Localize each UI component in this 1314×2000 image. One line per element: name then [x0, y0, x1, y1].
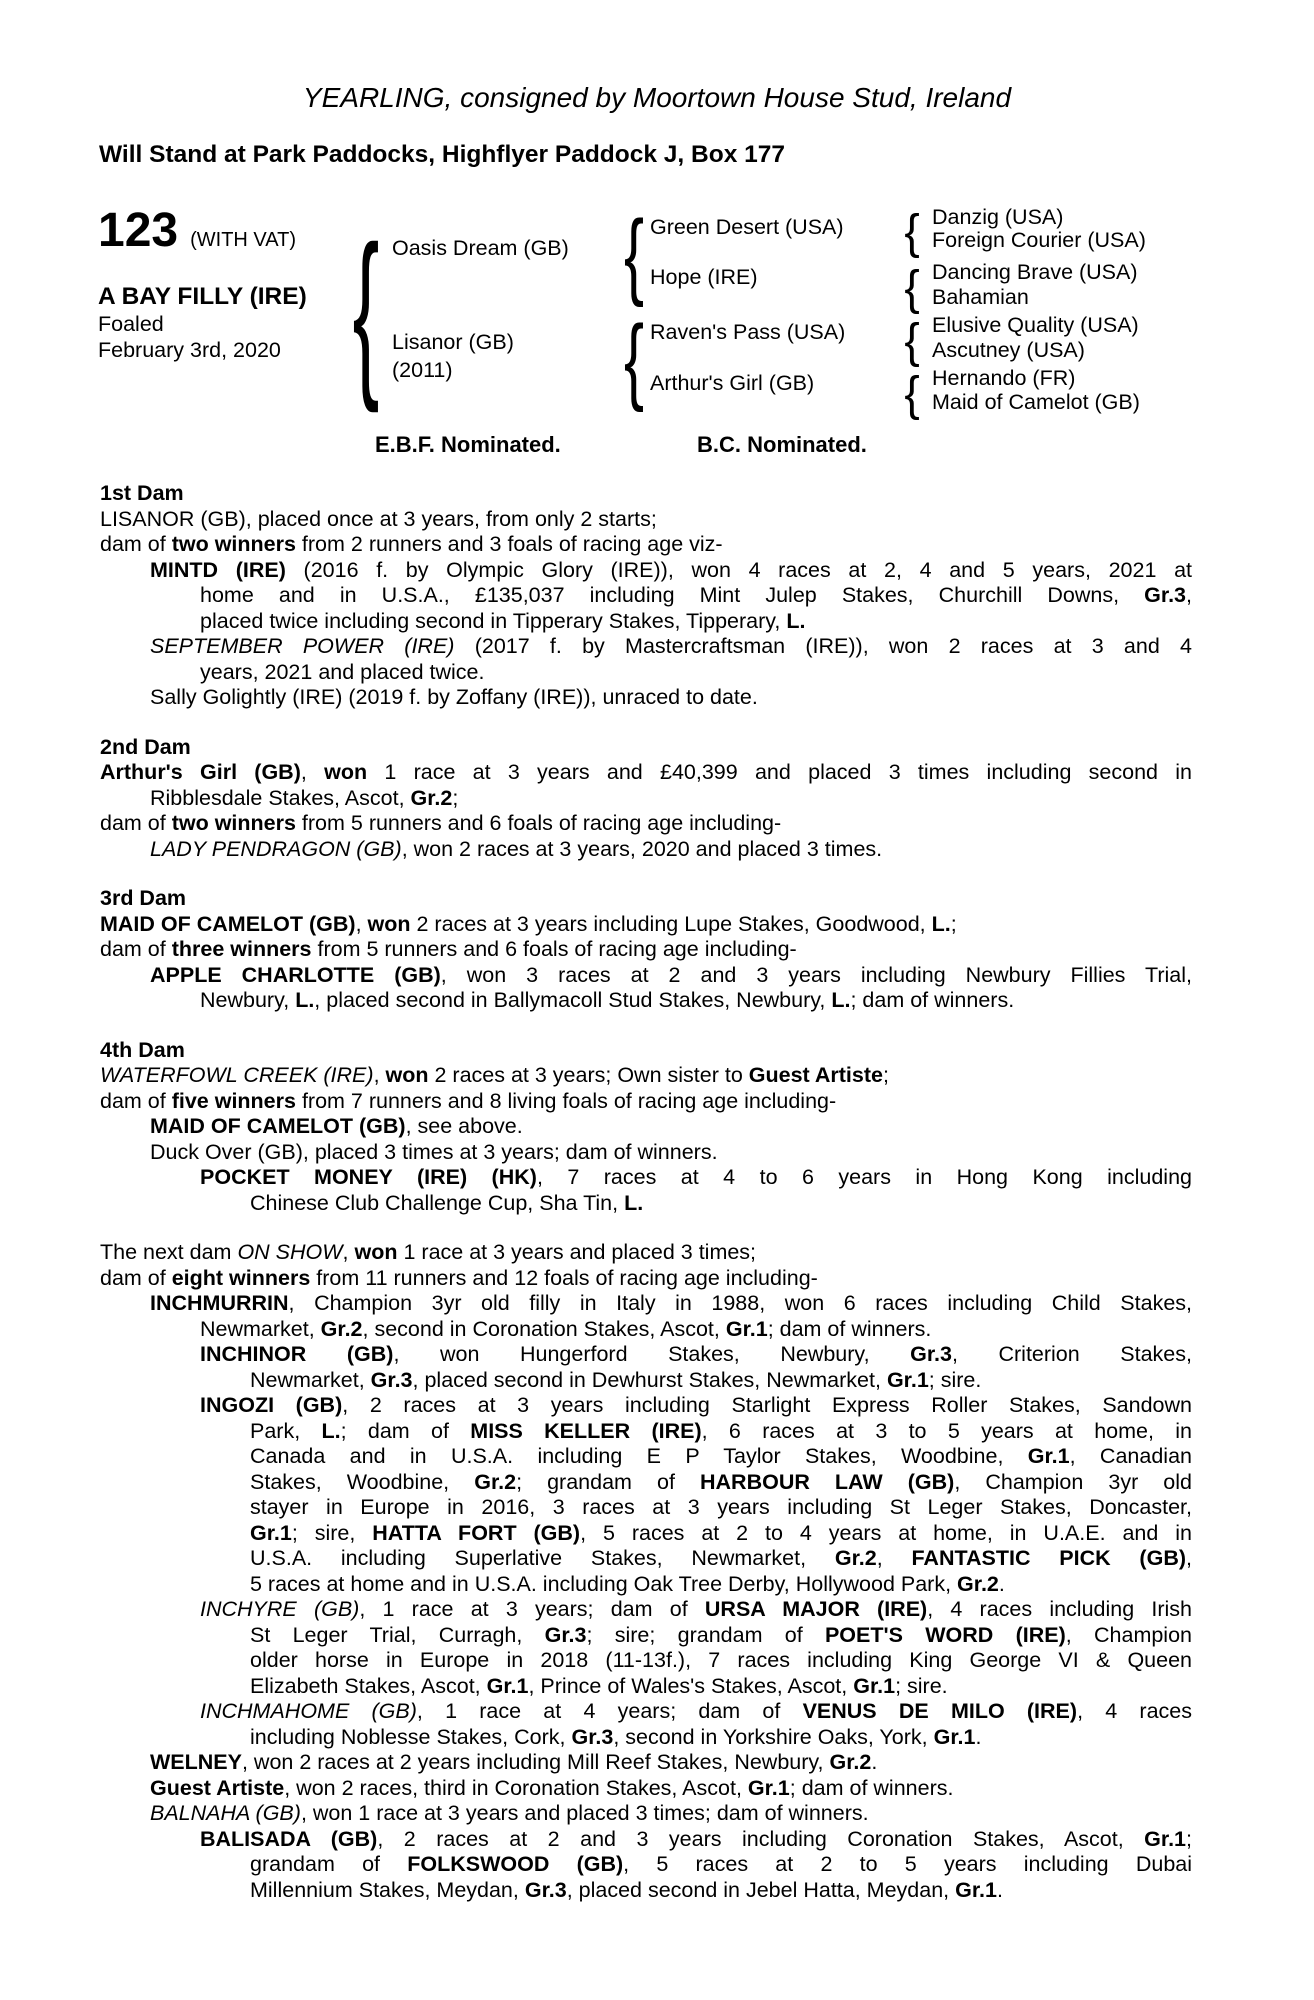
body-line	[100, 1827, 1192, 1853]
text-segment: ; dam of	[340, 1418, 471, 1443]
body-line	[100, 837, 1192, 863]
text-segment: Gr.1	[886, 1367, 929, 1392]
text-segment: , won 2 races at 3 years, 2020 and placed 3 times.	[401, 836, 883, 861]
text-segment: dam of	[100, 811, 172, 835]
text-segment: Elizabeth Stakes, Ascot,	[250, 1673, 487, 1698]
horse-description: A BAY FILLY (IRE)	[98, 283, 307, 310]
sire-sire-name: Green Desert (USA)	[650, 215, 844, 239]
dam-section-heading	[100, 735, 1192, 761]
text-segment: dam of	[100, 1088, 172, 1113]
text-segment: , placed second in Jebel Hatta, Meydan,	[566, 1877, 956, 1902]
text-segment: from 2 runners and 3 foals of racing age viz-	[295, 532, 723, 556]
text-segment: INCHMURRIN	[150, 1291, 289, 1315]
dam-sire-name: Raven's Pass (USA)	[650, 320, 846, 344]
text-segment: older horse in Europe in 2018 (11-13f.), 7 races including King George VI & Queen	[250, 1648, 1192, 1672]
text-segment: ,	[1186, 583, 1192, 607]
text-segment: eight winners	[171, 1265, 311, 1290]
text-segment: , Champion 3yr old filly in Italy in 1988, won 6 races including Child Stakes,	[288, 1291, 1192, 1315]
text-segment: , 1 race at 3 years; dam of	[359, 1597, 705, 1621]
text-segment: Gr.1	[725, 1316, 768, 1341]
text-segment: Gr.1	[250, 1520, 292, 1545]
text-segment: years, 2021 and placed twice.	[200, 659, 485, 684]
text-segment: ; dam of winners.	[850, 988, 1015, 1012]
text-segment: L.	[786, 608, 806, 633]
body-line	[100, 1063, 1192, 1089]
text-segment: ;	[950, 911, 957, 936]
ggp-name-6: Ascutney (USA)	[932, 338, 1085, 362]
text-segment: won	[385, 1063, 429, 1087]
text-segment: from 7 runners and 8 living foals of racing age including-	[295, 1088, 837, 1113]
text-segment: MAID OF CAMELOT (GB)	[100, 911, 356, 936]
text-segment: , Canadian	[1069, 1444, 1192, 1468]
text-segment: , Champion 3yr old	[954, 1469, 1193, 1494]
dam-section	[100, 481, 1192, 711]
text-segment: including Noblesse Stakes, Cork,	[250, 1724, 572, 1749]
text-segment: Gr.1	[933, 1724, 976, 1749]
body-line	[100, 660, 1192, 686]
text-segment: 2 races at 3 years including Lupe Stakes, Goodwood,	[410, 911, 932, 936]
text-segment: LADY PENDRAGON (GB)	[150, 836, 402, 861]
text-segment: U.S.A. including Superlative Stakes, Newmarket,	[250, 1546, 835, 1570]
bc-nominated: B.C. Nominated.	[697, 432, 867, 457]
horse-block	[98, 284, 307, 364]
text-segment: Stakes, Woodbine,	[250, 1469, 475, 1494]
body-line	[100, 532, 1192, 558]
text-segment: , second in Coronation Stakes, Ascot,	[362, 1316, 726, 1341]
body-line	[100, 1393, 1192, 1419]
body-line	[100, 1852, 1192, 1878]
text-segment: , won Hungerford Stakes, Newbury,	[393, 1342, 911, 1366]
body-line	[100, 1191, 1192, 1217]
stand-location: Will Stand at Park Paddocks, Highflyer Paddock J, Box 177	[99, 141, 785, 168]
text-segment: LISANOR (GB), placed once at 3 years, from only 2 starts;	[100, 506, 657, 531]
text-segment: Gr.1	[955, 1877, 997, 1902]
text-segment: , 2 races at 2 and 3 years including Coronation Stakes, Ascot,	[377, 1826, 1145, 1851]
body-line	[100, 1878, 1192, 1904]
foaled-date: February 3rd, 2020	[98, 338, 281, 362]
dam-section-heading	[100, 481, 1192, 507]
text-segment: Gr.3	[571, 1724, 614, 1749]
text-segment: Gr.2	[834, 1546, 877, 1570]
body-line	[100, 760, 1192, 786]
text-segment: won	[324, 760, 368, 784]
text-segment: , 6 races at 3 to 5 years at home, in	[701, 1418, 1193, 1443]
text-segment: Gr.2	[410, 785, 453, 810]
text-segment: WELNEY	[150, 1750, 242, 1774]
body-line	[100, 988, 1192, 1014]
text-segment: .	[871, 1750, 878, 1774]
text-segment: ,	[355, 911, 368, 936]
body-line	[100, 1419, 1192, 1445]
text-segment: , second in Yorkshire Oaks, York,	[613, 1724, 934, 1749]
foaled-label: Foaled	[98, 311, 164, 336]
ggp-brace-4	[897, 370, 927, 416]
text-segment: ; sire,	[291, 1520, 373, 1545]
body-line	[100, 1725, 1192, 1751]
text-segment: ; sire; grandam of	[586, 1622, 825, 1647]
text-segment: 1st Dam	[100, 481, 184, 505]
text-segment: L.	[931, 911, 951, 936]
text-segment: , placed second in Ballymacoll Stud Stakes, Newbury,	[314, 988, 832, 1012]
body-line	[100, 912, 1192, 938]
body-line	[100, 1114, 1192, 1140]
body-line	[100, 963, 1192, 989]
text-segment: 4th Dam	[100, 1037, 185, 1062]
text-segment: APPLE CHARLOTTE (GB)	[150, 962, 441, 987]
text-segment: , 5 races at 2 to 4 years at home, in U.A.E. and in	[580, 1520, 1192, 1545]
text-segment: ; sire.	[895, 1673, 948, 1698]
text-segment: INCHYRE (GB)	[200, 1597, 360, 1621]
text-segment: Gr.2	[957, 1571, 999, 1596]
pedigree-text-body	[100, 481, 1192, 1927]
text-segment: Gr.3	[910, 1342, 952, 1366]
text-segment: ON SHOW	[237, 1240, 343, 1264]
body-line	[100, 1089, 1192, 1115]
body-line	[100, 1648, 1192, 1674]
body-line	[100, 685, 1192, 711]
text-segment: dam of	[100, 937, 172, 961]
text-segment: dam of	[100, 1265, 172, 1290]
text-segment: Park,	[250, 1418, 322, 1443]
text-segment: ,	[876, 1546, 912, 1570]
text-segment: 1 race at 3 years and £40,399 and placed 3 times including second in	[367, 760, 1192, 784]
body-line	[100, 1750, 1192, 1776]
body-line	[100, 1165, 1192, 1191]
text-segment: Newmarket,	[200, 1316, 321, 1341]
text-segment: .	[996, 1877, 1003, 1902]
dam-name: Lisanor (GB)	[392, 330, 514, 354]
text-segment: three winners	[171, 937, 312, 961]
dam-section	[100, 735, 1192, 863]
dam-section	[100, 886, 1192, 1014]
text-segment: Gr.2	[474, 1469, 517, 1494]
dam-dam-name: Arthur's Girl (GB)	[650, 371, 815, 395]
body-line	[100, 1368, 1192, 1394]
vat-note: (WITH VAT)	[190, 229, 296, 251]
text-segment: , 4 races including Irish	[927, 1597, 1193, 1621]
text-segment: , won 1 race at 3 years and placed 3 times; dam of winners.	[300, 1801, 869, 1825]
text-segment: ;	[452, 785, 459, 810]
text-segment: from 11 runners and 12 foals of racing age including-	[310, 1265, 818, 1290]
body-line	[100, 1495, 1192, 1521]
text-segment: MINTD (IRE)	[150, 557, 286, 582]
sire-dam-name: Hope (IRE)	[650, 265, 758, 289]
text-segment: The next dam	[100, 1240, 238, 1264]
ggp-name-8: Maid of Camelot (GB)	[932, 390, 1140, 414]
text-segment: Newbury,	[200, 988, 296, 1012]
body-line	[100, 1240, 1192, 1266]
text-segment: L.	[831, 988, 851, 1012]
text-segment: Gr.1	[747, 1775, 790, 1800]
text-segment: MISS KELLER (IRE)	[470, 1418, 702, 1443]
text-segment: ; grandam of	[516, 1469, 700, 1494]
text-segment: placed twice including second in Tipperary Stakes, Tipperary,	[200, 608, 787, 633]
text-segment: Gr.3	[544, 1622, 587, 1647]
dam-section-heading	[100, 1038, 1192, 1064]
text-segment: won	[367, 911, 411, 936]
text-segment: Gr.3	[524, 1877, 567, 1902]
text-segment: ; dam of winners.	[767, 1316, 932, 1341]
dam-name-block	[392, 328, 514, 384]
text-segment: ,	[1186, 1546, 1192, 1570]
text-segment: , 2 races at 3 years including Starlight Express Roller Stakes, Sandown	[342, 1393, 1192, 1417]
body-line	[100, 1623, 1192, 1649]
text-segment: FOLKSWOOD (GB)	[407, 1852, 624, 1876]
text-segment: five winners	[171, 1088, 296, 1113]
text-segment: Chinese Club Challenge Cup, Sha Tin,	[250, 1190, 625, 1215]
text-segment: Canada and in U.S.A. including E P Taylor Stakes, Woodbine,	[250, 1444, 1028, 1468]
text-segment: , Prince of Wales's Stakes, Ascot,	[528, 1673, 854, 1698]
text-segment: ;	[882, 1063, 889, 1087]
text-segment: L.	[295, 988, 315, 1012]
dam-section-heading	[100, 886, 1192, 912]
text-segment: 2nd Dam	[100, 734, 191, 759]
dam-section	[100, 1038, 1192, 1217]
text-segment: ,	[300, 760, 325, 784]
text-segment: , placed second in Dewhurst Stakes, Newmarket,	[412, 1367, 887, 1392]
ggp-brace-2	[897, 264, 927, 310]
body-line	[100, 1266, 1192, 1292]
ggp-brace-1	[897, 208, 927, 254]
body-line	[100, 1444, 1192, 1470]
ebf-nominated: E.B.F. Nominated.	[375, 432, 561, 457]
text-segment: , won 3 races at 2 and 3 years including Newbury Fillies Trial,	[440, 962, 1192, 987]
body-line	[100, 1572, 1192, 1598]
text-segment: Guest Artiste	[150, 1775, 285, 1800]
ggp-name-3: Dancing Brave (USA)	[932, 260, 1138, 284]
text-segment: INCHMAHOME (GB)	[200, 1699, 417, 1723]
page-title: YEARLING, consigned by Moortown House Stud, Ireland	[302, 82, 1012, 113]
body-line	[100, 1342, 1192, 1368]
text-segment: Gr.1	[853, 1673, 896, 1698]
text-segment: Ribblesdale Stakes, Ascot,	[150, 785, 411, 810]
text-segment: .	[975, 1724, 982, 1749]
text-segment: BALNAHA (GB)	[150, 1801, 301, 1825]
body-line	[100, 558, 1192, 584]
text-segment: HARBOUR LAW (GB)	[699, 1469, 955, 1494]
body-line	[100, 609, 1192, 635]
text-segment: Arthur's Girl (GB)	[100, 760, 301, 784]
text-segment: stayer in Europe in 2016, 3 races at 3 years including St Leger Stakes, Doncaster,	[250, 1495, 1192, 1519]
text-segment: , 1 race at 4 years; dam of	[416, 1699, 803, 1723]
body-line	[100, 1140, 1192, 1166]
text-segment: , 7 races at 4 to 6 years in Hong Kong including	[536, 1165, 1192, 1189]
body-line	[100, 1546, 1192, 1572]
sire-brace	[616, 225, 652, 285]
text-segment: won	[354, 1240, 398, 1264]
body-line	[100, 1597, 1192, 1623]
text-segment: 5 races at home and in U.S.A. including Oak Tree Derby, Hollywood Park,	[250, 1571, 958, 1596]
ggp-name-2: Foreign Courier (USA)	[932, 228, 1146, 252]
text-segment: two winners	[171, 811, 296, 835]
text-segment: , Champion	[1065, 1622, 1192, 1647]
text-segment: VENUS DE MILO (IRE)	[802, 1699, 1078, 1723]
text-segment: Gr.1	[1144, 1826, 1187, 1851]
ggp-name-7: Hernando (FR)	[932, 366, 1076, 390]
ggp-brace-3	[897, 317, 927, 363]
text-segment: FANTASTIC PICK (GB)	[911, 1546, 1187, 1570]
text-segment: POET'S WORD (IRE)	[824, 1622, 1066, 1647]
body-line	[100, 786, 1192, 812]
text-segment: 2 races at 3 years; Own sister to	[428, 1063, 749, 1087]
text-segment: URSA MAJOR (IRE)	[704, 1597, 928, 1621]
text-segment: Newmarket,	[250, 1367, 371, 1392]
text-segment: HATTA FORT (GB)	[372, 1520, 581, 1545]
text-segment: St Leger Trial, Curragh,	[250, 1622, 545, 1647]
sire-name: Oasis Dream (GB)	[392, 236, 569, 260]
body-line	[100, 1521, 1192, 1547]
body-line	[100, 507, 1192, 533]
text-segment: dam of	[100, 532, 172, 556]
text-segment: (2016 f. by Olympic Glory (IRE)), won 4 races at 2, 4 and 5 years, 2021 at	[285, 557, 1192, 582]
body-line	[100, 1674, 1192, 1700]
text-segment: Gr.2	[320, 1316, 363, 1341]
body-line	[100, 1776, 1192, 1802]
text-segment: , won 2 races, third in Coronation Stakes, Ascot,	[284, 1775, 748, 1800]
body-line	[100, 1699, 1192, 1725]
text-segment: POCKET MONEY (IRE) (HK)	[200, 1165, 537, 1189]
body-line	[100, 634, 1192, 660]
lot-line	[98, 203, 296, 258]
text-segment: SEPTEMBER POWER (IRE)	[150, 634, 455, 658]
body-line	[100, 583, 1192, 609]
body-line	[100, 1291, 1192, 1317]
text-segment: Guest Artiste	[748, 1063, 883, 1087]
text-segment: home and in U.S.A., £135,037 including Mint Julep Stakes, Churchill Downs,	[200, 583, 1145, 607]
text-segment: Gr.3	[370, 1367, 413, 1392]
text-segment: 3rd Dam	[100, 886, 187, 910]
body-line	[100, 937, 1192, 963]
text-segment: , 5 races at 2 to 5 years including Dubai	[623, 1852, 1193, 1876]
ggp-name-4: Bahamian	[932, 285, 1029, 309]
text-segment: ,	[373, 1063, 386, 1087]
text-segment: Millennium Stakes, Meydan,	[250, 1877, 525, 1902]
lot-number: 123	[98, 204, 179, 257]
text-segment: WATERFOWL CREEK (IRE)	[100, 1063, 374, 1087]
text-segment: Duck Over (GB), placed 3 times at 3 years; dam of winners.	[150, 1139, 718, 1164]
text-segment: from 5 runners and 6 foals of racing age including-	[295, 811, 782, 835]
text-segment: from 5 runners and 6 foals of racing age including-	[311, 937, 797, 961]
pedigree-main-brace	[346, 272, 386, 352]
text-segment: INCHINOR (GB)	[200, 1342, 394, 1366]
text-segment: MAID OF CAMELOT (GB)	[150, 1114, 406, 1138]
text-segment: two winners	[171, 532, 296, 556]
text-segment: L.	[624, 1190, 644, 1215]
text-segment: Gr.1	[1027, 1444, 1070, 1468]
text-segment: L.	[321, 1418, 341, 1443]
text-segment: Sally Golightly (IRE) (2019 f. by Zoffany (IRE)), unraced to date.	[150, 685, 758, 709]
dam-year: (2011)	[392, 358, 453, 382]
dam-section	[100, 1240, 1192, 1903]
dam-brace	[616, 330, 652, 390]
text-segment: , see above.	[405, 1114, 523, 1138]
text-segment: Gr.1	[486, 1673, 529, 1698]
ggp-name-1: Danzig (USA)	[932, 205, 1064, 229]
text-segment: , won 2 races at 2 years including Mill Reef Stakes, Newbury,	[241, 1750, 830, 1774]
text-segment: ;	[1186, 1826, 1192, 1851]
text-segment: , Criterion Stakes,	[951, 1342, 1192, 1366]
text-segment: ; sire.	[928, 1367, 982, 1392]
text-segment: 1 race at 3 years and placed 3 times;	[397, 1240, 757, 1264]
body-line	[100, 1470, 1192, 1496]
text-segment: BALISADA (GB)	[200, 1826, 378, 1851]
text-segment: INGOZI (GB)	[200, 1393, 343, 1417]
text-segment: ; dam of winners.	[789, 1775, 954, 1800]
body-line	[100, 811, 1192, 837]
text-segment: Gr.2	[829, 1750, 872, 1774]
text-segment: grandam of	[250, 1852, 408, 1876]
text-segment: .	[998, 1571, 1005, 1596]
text-segment: Gr.3	[1144, 583, 1187, 607]
text-segment: , 4 races	[1077, 1699, 1192, 1723]
body-line	[100, 1317, 1192, 1343]
text-segment: (2017 f. by Mastercraftsman (IRE)), won 2 races at 3 and 4	[454, 634, 1192, 658]
body-line	[100, 1801, 1192, 1827]
text-segment: ,	[342, 1240, 355, 1264]
ggp-name-5: Elusive Quality (USA)	[932, 313, 1139, 337]
